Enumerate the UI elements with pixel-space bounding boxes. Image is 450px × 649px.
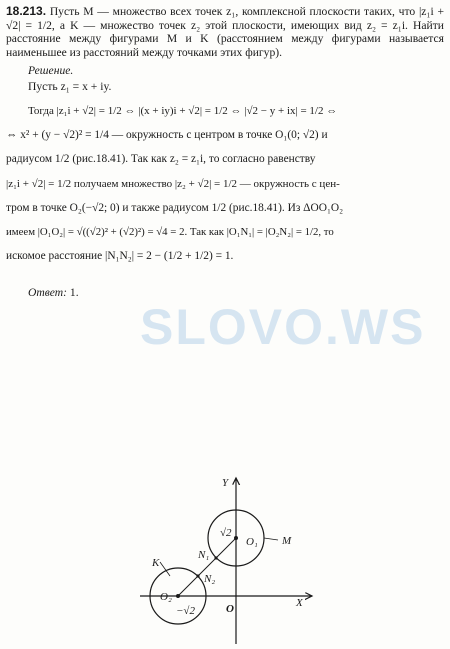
solution-radius: радиусом 1/2 (рис.18.41). Так как z₂ = z₁i, то согласно равенству [6, 153, 316, 166]
watermark: SLOVO.WS [140, 299, 426, 355]
solution-heading: Решение. [28, 63, 74, 77]
point-o1 [234, 536, 238, 540]
pointer-m [264, 538, 278, 540]
answer-value: 1. [69, 285, 79, 299]
solution-let: Пусть z₁ = x + iy. [28, 80, 112, 94]
point-n2 [196, 574, 199, 577]
solution-obtain: |z₁i + √2| = 1/2 получаем множество |z₂ + √2| = 1/2 — окружность с цен- [6, 177, 340, 190]
label-k: K [152, 557, 160, 569]
solution-circle: ⇔ x² + (y − √2)² = 1/4 — окружность с центром в точке O₁(0; √2) и [6, 129, 328, 141]
label-n1: N₁ [198, 549, 210, 561]
solution-center2: тром в точке O₂(−√2; 0) и также радиусом 1/2 (рис.18.41). Из ΔOO₁O₂ [6, 201, 344, 214]
label-origin: O [226, 603, 234, 615]
label-x-axis: X [296, 597, 303, 609]
label-y-axis: Y [222, 477, 229, 489]
label-m: M [282, 535, 292, 547]
solution-distance: имеем |O₁O₂| = √((√2)² + (√2)²) = √4 = 2. Так как |O₁N₁| = |O₂N₂| = 1/2, то [6, 226, 334, 239]
problem-text: Пусть M — множество всех точек z₁, комплексной плоскости таких, что |z₁i + √2| = 1/2, а K — множество точек z₂ этой плоскости, имеющих вид z₂ = z₁i. Найти расстояние между фигурами M и K (расстоянием между фигурами называется наименьшее из расстояний между точками этих фигур). [6, 5, 444, 60]
solution-result: искомое расстояние |N₁N₂| = 2 − (1/2 + 1/2) = 1. [6, 250, 234, 263]
answer-label: Ответ: [28, 285, 68, 299]
segment-o1-o2 [178, 538, 236, 596]
label-o2: O₂ [160, 591, 172, 603]
problem-number: 18.213. [6, 4, 47, 18]
solution-then: Тогда |z₁i + √2| = 1/2 ⇔ |(x + iy)i + √2| = 1/2 ⇔ |√2 − y + ix| = 1/2 ⇔ [28, 105, 338, 118]
point-n1 [214, 556, 217, 559]
label-n2: N₂ [204, 573, 216, 585]
label-neg-sqrt2: −√2 [176, 605, 195, 617]
point-o2 [176, 594, 180, 598]
label-o1: O₁ [246, 536, 258, 548]
label-sqrt2: √2 [220, 527, 232, 539]
